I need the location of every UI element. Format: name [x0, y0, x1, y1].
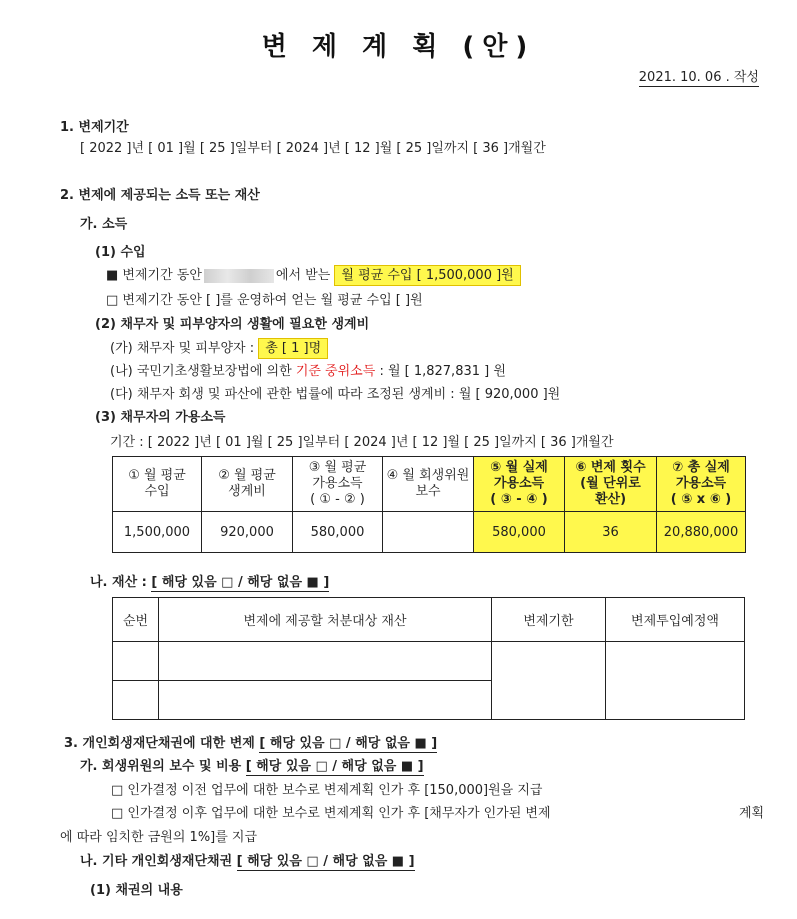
cell-monthly-income: 1,500,000: [113, 512, 202, 553]
col-monthly-income: ① 월 평균 수입: [113, 457, 202, 512]
income-line-1: [106, 264, 521, 283]
fee-item-2-end: 계획: [739, 806, 765, 821]
section3-heading: 3. 개인회생재단채권에 대한 변제: [64, 736, 255, 751]
col-monthly-available: ③ 월 평균 가용소득 ( ① - ② ): [293, 457, 383, 512]
section1-heading: 1. 변제기간: [60, 120, 129, 135]
income-line-2: □ 변제기간 동안 [ ]를 운영하여 얻는 월 평균 수입 [ ]원: [106, 293, 423, 308]
fee-item-1: □ 인가결정 이전 업무에 대한 보수로 변제계획 인가 후 [150,000]원을 지급: [111, 783, 543, 798]
assets-line: [90, 571, 329, 590]
income-line-1-text: ■ 변제기간 동안: [106, 268, 202, 283]
section2-heading: 2. 변제에 제공되는 소득 또는 재산: [60, 188, 260, 203]
available-income-table: [112, 456, 746, 553]
dependents-label: (가) 채무자 및 피부양자 :: [110, 341, 255, 356]
col-seq: 순번: [113, 598, 159, 642]
col-deadline: 변제기한: [492, 598, 606, 642]
trustee-fee-heading: 가. 회생위원의 보수 및 비용: [80, 759, 242, 774]
trustee-fee-status: [ 해당 있음 □ / 해당 없음 ■ ]: [245, 759, 424, 774]
other-claims-status: [ 해당 있음 □ / 해당 없음 ■ ]: [236, 854, 415, 869]
col-asset: 변제에 제공할 처분대상 재산: [159, 598, 492, 642]
available-income-period: 기간 : [ 2022 ]년 [ 01 ]월 [ 25 ]일부터 [ 2024 ]년 [ 12 ]월 [ 25 ]일까지 [ 36 ]개월간: [110, 435, 614, 450]
cell-trustee-fee: [383, 512, 474, 553]
table-row-2-seq: [113, 681, 159, 720]
median-income-value: : 월 [ 1,827,831 ] 원: [379, 364, 506, 379]
col-repayment-count: ⑥ 변제 횟수 (월 단위로 환산): [565, 457, 657, 512]
assets-status: [ 해당 있음 □ / 해당 없음 ■ ]: [151, 575, 330, 590]
income-subheading: 가. 소득: [80, 217, 128, 232]
cell-monthly-living-cost: 920,000: [202, 512, 293, 553]
section3-heading-line: [64, 732, 437, 751]
repayment-period: [ 2022 ]년 [ 01 ]월 [ 25 ]일부터 [ 2024 ]년 [ 12 ]월 [ 25 ]일까지 [ 36 ]개월간: [80, 141, 546, 156]
cell-monthly-available: 580,000: [293, 512, 383, 553]
median-income-term: 기준 중위소득: [295, 364, 376, 379]
living-cost-heading: (2) 채무자 및 피부양자의 생활에 필요한 생계비: [95, 317, 370, 332]
table-amount-cell: [606, 642, 745, 720]
fee-item-2: □ 인가결정 이후 업무에 대한 보수로 변제계획 인가 후 [채무자가 인가된 변제: [111, 806, 551, 821]
assets-label: 나. 재산 :: [90, 575, 147, 590]
section3-status: [ 해당 있음 □ / 해당 없음 ■ ]: [259, 736, 438, 751]
table-deadline-cell: [492, 642, 606, 720]
document-date: 2021. 10. 06 . 작성: [639, 66, 759, 87]
dependents-count-highlight: 총 [ 1 ]명: [258, 338, 328, 359]
cell-actual-available: 580,000: [474, 512, 565, 553]
col-total-available: ⑦ 총 실제 가용소득 ( ⑤ x ⑥ ): [657, 457, 746, 512]
income-line-1-mid: 에서 받는: [275, 268, 331, 283]
cell-total-available: 20,880,000: [657, 512, 746, 553]
col-monthly-living-cost: ② 월 평균 생계비: [202, 457, 293, 512]
monthly-income-highlight: 월 평균 수입 [ 1,500,000 ]원: [334, 265, 520, 286]
cell-repayment-count: 36: [565, 512, 657, 553]
redacted-employer: [204, 269, 274, 283]
dependents-line: [110, 337, 328, 356]
fee-item-2-continued: 에 따라 임치한 금원의 1%]를 지급: [60, 830, 258, 845]
income-heading: (1) 수입: [95, 245, 146, 260]
document-title: 변 제 계 획 (안): [261, 32, 536, 62]
trustee-fee-line: [80, 755, 424, 774]
other-claims-heading: 나. 기타 개인회생재단채권: [80, 854, 233, 869]
col-trustee-fee: ④ 월 회생위원 보수: [383, 457, 474, 512]
claim-content-heading: (1) 채권의 내용: [90, 883, 183, 898]
other-claims-line: [80, 850, 415, 869]
table-row-2-asset: [159, 681, 492, 720]
adjusted-living-cost: (다) 채무자 회생 및 파산에 관한 법률에 따라 조정된 생계비 : 월 [ 920,000 ]원: [110, 387, 561, 402]
assets-table: [112, 597, 745, 720]
median-income-line: [110, 360, 506, 379]
col-planned-amount: 변제투입예정액: [606, 598, 745, 642]
col-actual-available: ⑤ 월 실제 가용소득 ( ③ - ④ ): [474, 457, 565, 512]
available-income-heading: (3) 채무자의 가용소득: [95, 410, 226, 425]
table-row-1-seq: [113, 642, 159, 681]
median-income-label: (나) 국민기초생활보장법에 의한: [110, 364, 292, 379]
table-row-1-asset: [159, 642, 492, 681]
